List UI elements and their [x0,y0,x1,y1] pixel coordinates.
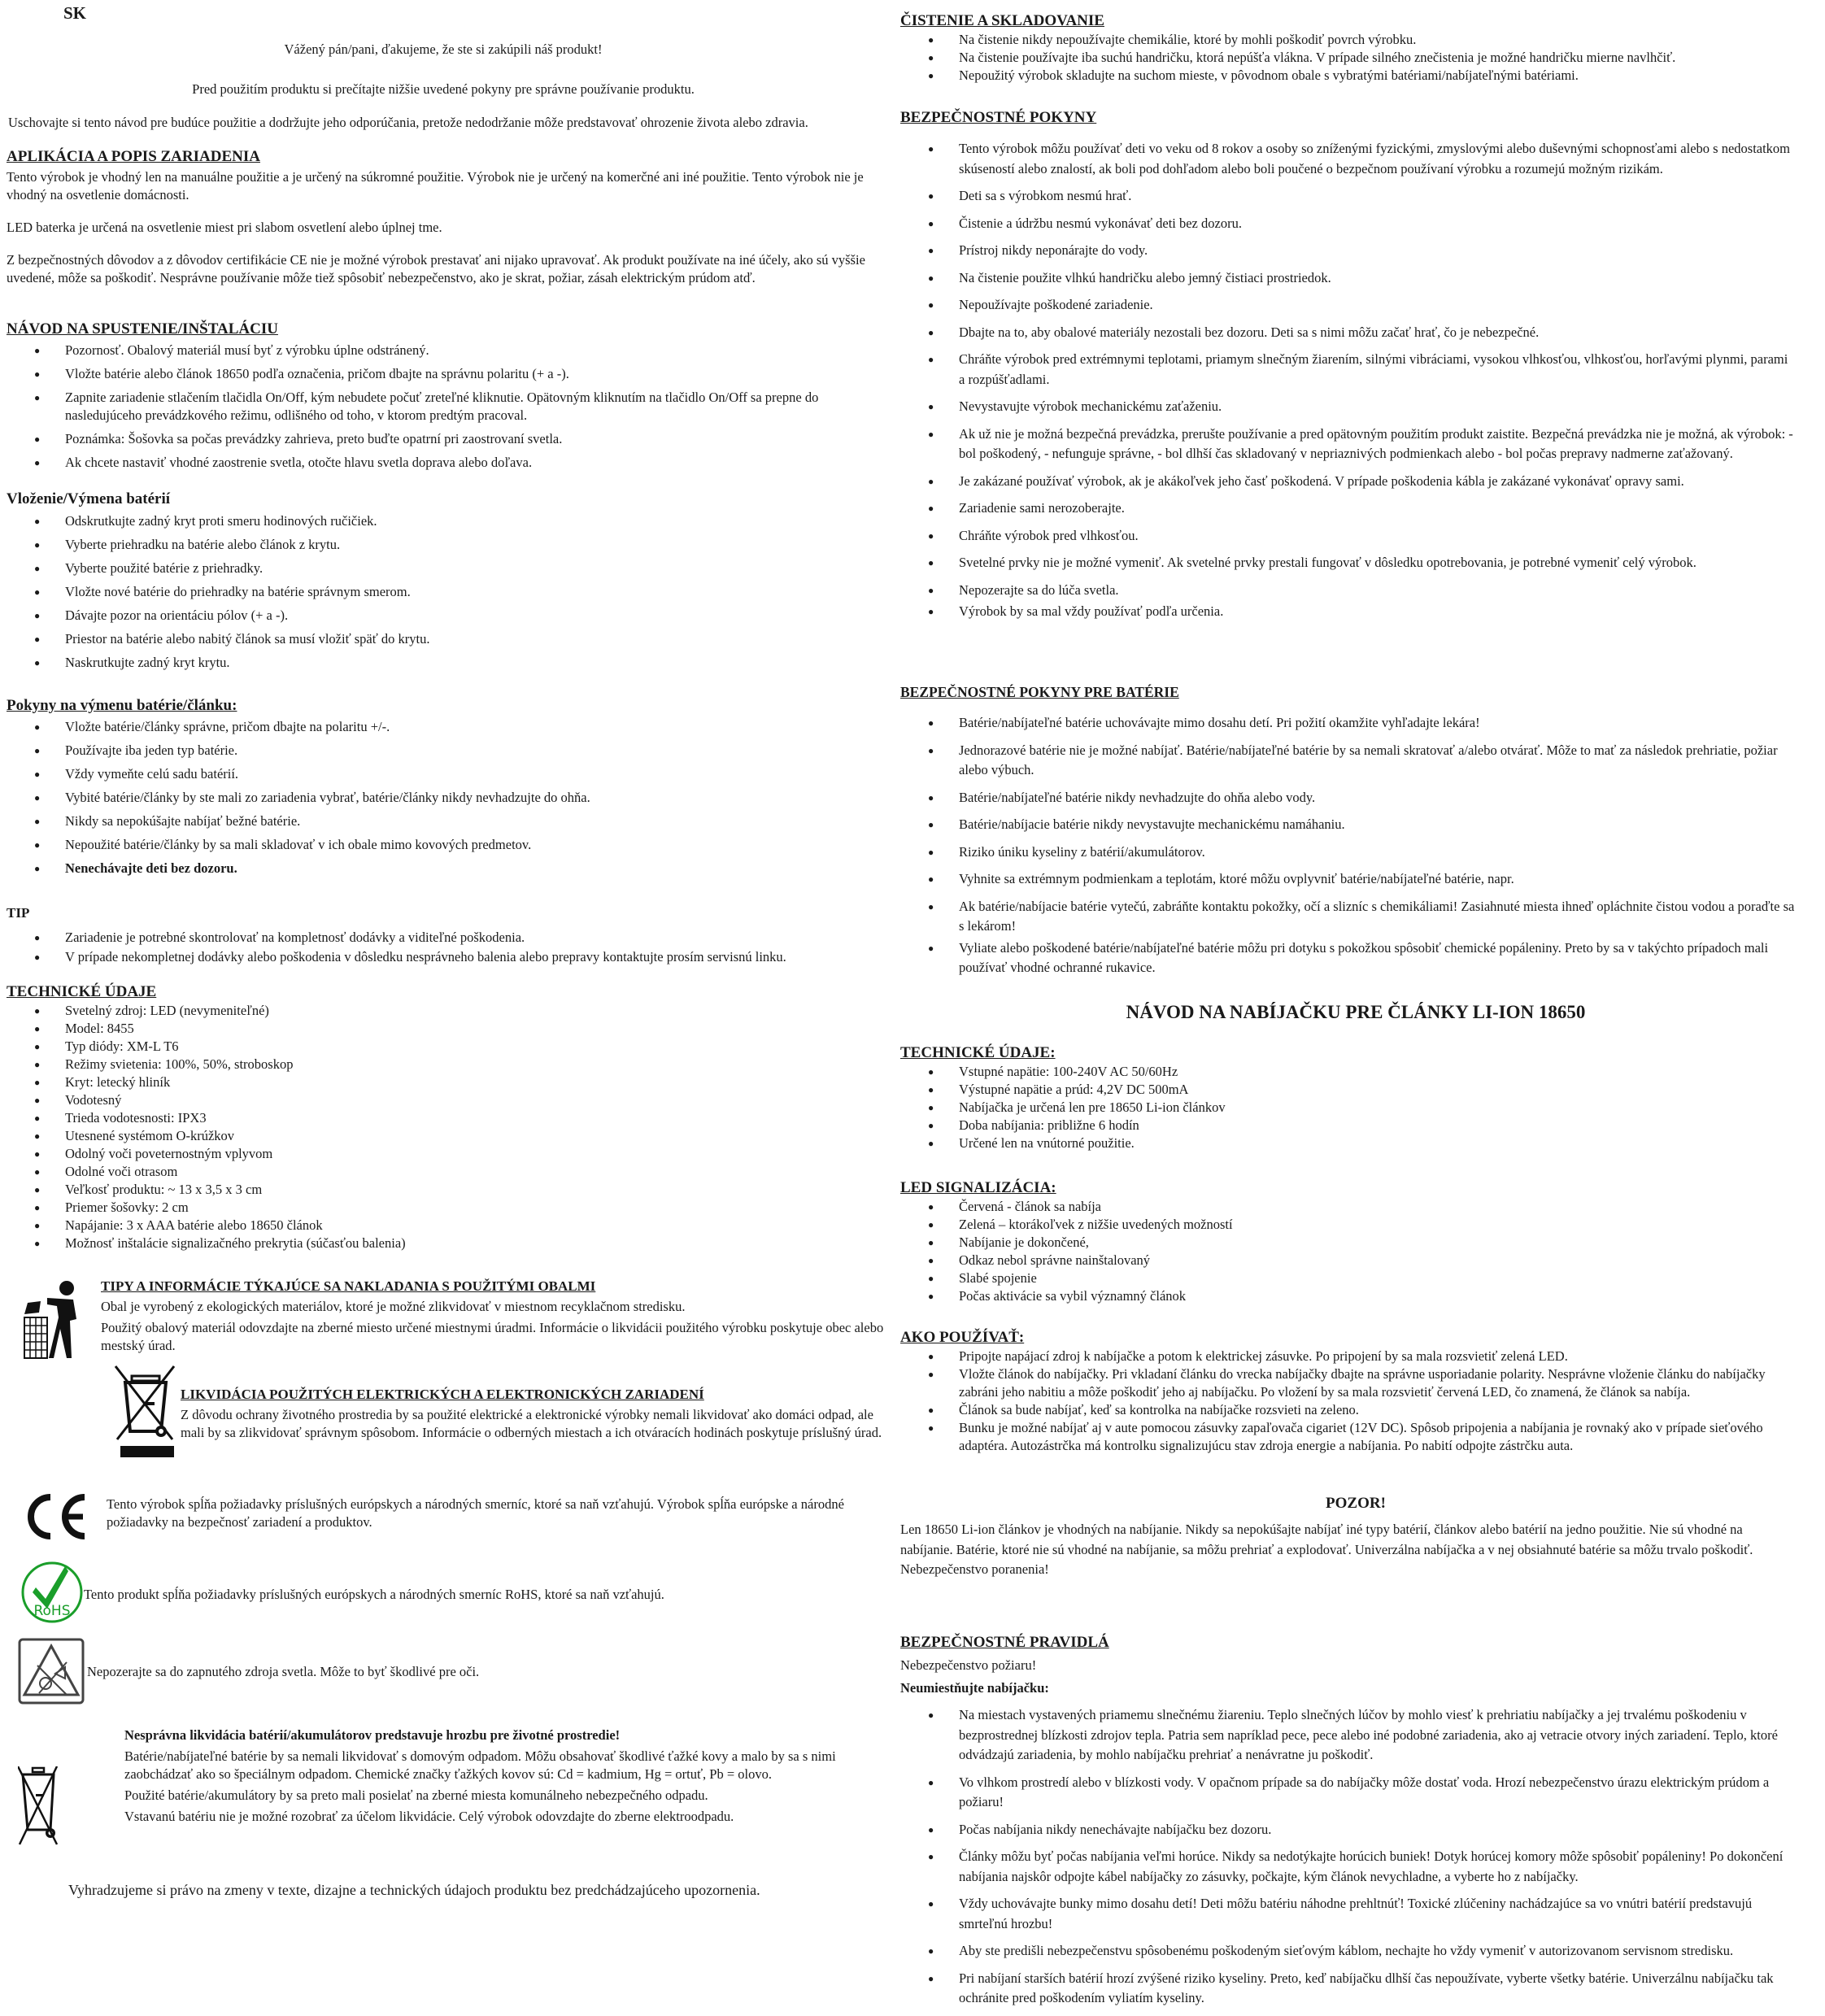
list-item: ● Pozornosť. Obalový materiál musí byť z výrobku úplne odstránený. [7,342,885,359]
tip-heading: TIP [7,905,30,921]
tip-section [7,903,885,966]
list-item: ● Slabé spojenie [900,1269,1795,1287]
battery-disposal-icon [18,1766,59,1848]
safety-heading: BEZPEČNOSTNÉ POKYNY [900,109,1097,126]
list-item: ● Články môžu byť počas nabíjania veľmi horúce. Nikdy sa nedotýkajte horúcich buniek! Dotyk horúcej komory môže spôsobiť popáleniny! Po dokončení nabíjania najskôr odpojte kábel nabíjačky zo zásuvky, počkajte, kým článok nevychladne, a vyberte ho z nabíjačky. [900,1847,1795,1887]
list-item: ● Bunku je možné nabíjať aj v aute pomocou zásuvky zapaľovača cigariet (12V DC). Spôsob pripojenia a nabíjania je rovnaký ako v prípade sieťového adaptéra. Autozástrčka má kontrolku signalizujúcu stav zdroja energie a nabíjania. Po nabití odpojte zástrčku auta. [900,1419,1795,1455]
list-item: ● Priemer šošovky: 2 cm [7,1199,885,1217]
list-item: ● Vyberte použité batérie z priehradky. [7,560,885,577]
charger-title: NÁVOD NA NABÍJAČKU PRE ČLÁNKY LI-ION 18650 [1126,1002,1586,1022]
list-item: ● Výrobok by sa mal vždy používať podľa určenia. [900,602,1795,622]
application-paragraph: Z bezpečnostných dôvodov a z dôvodov certifikácie CE nie je možné výrobok prestavať ani nijako upravovať. Ak produkt používate na iné účely, ako sú vyššie uvedené, môže sa poškodiť. Nesprávne používanie môže tiež spôsobiť nebezpečenstvo, ako je skrat, požiar, zásah elektrickým prúdom atď. [7,252,865,285]
list-item: ● Vložte batérie alebo článok 18650 podľa označenia, pričom dbajte na správnu polaritu (+ a -). [7,365,885,383]
list-item: ● Pripojte napájací zdroj k nabíjačke a potom k elektrickej zásuvke. Po pripojení by sa mala rozsvietiť zelená LED. [900,1348,1795,1365]
list-item: ● Vodotesný [7,1091,885,1109]
weee-heading: LIKVIDÁCIA POUŽITÝCH ELEKTRICKÝCH A ELEKTRONICKÝCH ZARIADENÍ [181,1387,704,1402]
list-item: ● Nepoužívajte poškodené zariadenie. [900,295,1795,316]
eye-warning-icon [18,1638,86,1706]
eye-warning-text: Nepozerajte sa do zapnutého zdroja svetla. Môže to byť škodlivé pre oči. [87,1664,480,1679]
battery-disposal-section [124,1726,889,1826]
battery-insert-section [7,490,885,677]
svg-text:RoHS: RoHS [33,1603,71,1619]
list-item: ● Vybité batérie/články by ste mali zo zariadenia vybrať, batérie/články nikdy nevhadzujte do ohňa. [7,789,885,807]
list-item: ● Červená - článok sa nabíja [900,1198,1795,1216]
list-item: ● Článok sa bude nabíjať, keď sa kontrolka na nabíjačke rozsvieti na zeleno. [900,1401,1795,1419]
list-item: ● Doba nabíjania: približne 6 hodín [900,1117,1795,1134]
list-item: ● Vo vlhkom prostredí alebo v blízkosti vody. V opačnom prípade sa do nabíjačky môže dostať voda. Hrozí nebezpečenstvo úrazu elektrickým prúdom a požiaru! [900,1773,1795,1813]
battery-disposal-paragraph: Batérie/nabíjateľné batérie by sa nemali likvidovať s domovým odpadom. Môžu obsahovať škodlivé ťažké kovy a malo by sa s nimi zaobchádzať ako so špeciálnym odpadom. Chemické značky ťažkých kovov sú: Cd = kadmium, Hg = ortuť, Pb = olovo. [124,1748,836,1782]
battery-disposal-paragraph: Vstavanú batériu nie je možné rozobrať za účelom likvidácie. Celý výrobok odovzdajte do zberne elektroodpadu. [124,1809,734,1824]
list-item: ● Odskrutkujte zadný kryt proti smeru hodinových ručičiek. [7,512,885,530]
list-item: ● Ak už nie je možná bezpečná prevádzka, prerušte používanie a pred opätovným použitím produkt zaistite. Bezpečná prevádzka nie je možná, ak výrobok: - bol poškodený, - nefunguje správne, - bol dlhší čas skladovaný v nepriaznivých podmienkach alebo - bol počas prepravy nadmerne zaťažovaný. [900,425,1795,464]
battery-safety-heading: BEZPEČNOSTNÉ POKYNY PRE BATÉRIE [900,684,1179,700]
list-item: ● Batérie/nabíjateľné batérie uchovávajte mimo dosahu detí. Pri požití okamžite vyhľadajte lekára! [900,713,1795,734]
list-item: ● Model: 8455 [7,1020,885,1038]
battery-replace-list [7,718,885,877]
fire-warning-text: Nebezpečenstvo požiaru! [900,1657,1037,1673]
battery-safety-section [900,682,1795,986]
warning-text: Len 18650 Li-ion článkov je vhodných na nabíjanie. Nikdy sa nepokúšajte nabíjať iné typy batérií, článkov alebo batérií na jedno použitie. Nie sú vhodné na nabíjanie. Batérie, ktoré nie sú vhodné na nabíjanie, sa môžu prehriať a explodovať. Univerzálna nabíjačka a v nej obsiahnuté batérie sa môžu trvalo poškodiť. Nebezpečenstvo poranenia! [900,1522,1753,1577]
list-item: ● Vstupné napätie: 100-240V AC 50/60Hz [900,1063,1795,1081]
list-item: ● Na miestach vystavených priamemu slnečnému žiareniu. Teplo slnečných lúčov by mohlo viesť k prehriatiu nabíjačky a jej trvalému poškodeniu v bezprostrednej blízkosti zdrojov tepla. Patria sem napríklad pece, pece alebo iné podobné zariadenia, ako aj vetracie otvory iných zariadení. Teplo, ktoré odvádzajú zariadenia, by mohlo nabíjačku prehriať a nenávratne ju poškodiť. [900,1705,1795,1766]
ce-text: Tento výrobok spĺňa požiadavky príslušných európskych a národných smerníc, ktoré sa naň vzťahujú. Výrobok spĺňa európske a národné požiadavky na bezpečnosť zariadení a produktov. [107,1496,844,1530]
tech-section [7,982,885,1252]
charger-tech-list [900,1063,1795,1152]
tip-list [7,929,885,966]
list-item: ● Svetelné prvky nie je možné vymeniť. Ak svetelné prvky prestali fungovať v dôsledku opotrebovania, je potrebné vymeniť celý výrobok. [900,553,1795,573]
list-item: ● Nikdy sa nepokúšajte nabíjať bežné batérie. [7,812,885,830]
list-item: ● Dbajte na to, aby obalové materiály nezostali bez dozoru. Deti sa s nimi môžu začať hrať, čo je nebezpečné. [900,323,1795,343]
list-item: ● Poznámka: Šošovka sa počas prevádzky zahrieva, preto buďte opatrní pri zaostrovaní svetla. [7,430,885,448]
list-item: ● Veľkosť produktu: ~ 13 x 3,5 x 3 cm [7,1181,885,1199]
list-item: ● Chráňte výrobok pred vlhkosťou. [900,526,1795,546]
list-item: ● Chráňte výrobok pred extrémnymi teplotami, priamym slnečným žiarením, silnými vibráciami, vysokou vlhkosťou, vlhkosťou, horľavými plynmi, parami a rozpúšťadlami. [900,350,1795,390]
read-first-text: Pred použitím produktu si prečítajte nižšie uvedené pokyny pre správne používanie produktu. [192,81,695,97]
list-item: ● Vždy uchovávajte bunky mimo dosahu detí! Deti môžu batériu náhodne prehltnúť! Toxické zlúčeniny nachádzajúce sa vo vnútri batérií predstavujú smrteľnú hrozbu! [900,1894,1795,1934]
list-item: ● Naskrutkujte zadný kryt krytu. [7,654,885,672]
list-item: ● Napájanie: 3 x AAA batérie alebo 18650 článok [7,1217,885,1234]
battery-insert-heading: Vloženie/Výmena batérií [7,490,171,507]
list-item: ● Vždy vymeňte celú sadu batérií. [7,765,885,783]
list-item: ● Vyhnite sa extrémnym podmienkam a teplotám, ktoré môžu ovplyvniť batérie/nabíjateľné batérie, napr. [900,869,1795,890]
list-item: ● Trieda vodotesnosti: IPX3 [7,1109,885,1127]
list-item: ● Zapnite zariadenie stlačením tlačidla On/Off, kým nebudete počuť zreteľné kliknutie. Opätovným kliknutím na tlačidlo On/Off sa prepne do nasledujúceho prevádzkového režimu, odlišného od toho, v ktorom predtým pracoval. [7,389,885,425]
startup-section [7,320,885,477]
list-item: ● Prístroj nikdy neponárajte do vody. [900,241,1795,261]
weee-text: Z dôvodu ochrany životného prostredia by sa použité elektrické a elektronické výrobky nemali likvidovať ako domáci odpad, ale mali by sa zlikvidovať správnym spôsobom. Informácie o odberných miestach a ich otváracích hodinách poskytuje príslušný úrad. [181,1407,882,1440]
led-section [900,1178,1795,1305]
battery-disposal-heading: Nesprávna likvidácia batérií/akumulátorov predstavuje hrozbu pre životné prostredie! [124,1727,621,1743]
litter-bin-icon [16,1278,81,1360]
rohs-text: Tento produkt spĺňa požiadavky príslušných európskych a národných smerníc RoHS, ktoré sa naň vzťahujú. [84,1587,664,1602]
list-item: ● Kryt: letecký hliník [7,1073,885,1091]
list-item: ● Riziko úniku kyseliny z batérií/akumulátorov. [900,843,1795,863]
greeting-text: Vážený pán/pani, ďakujeme, že ste si zakúpili náš produkt! [284,41,603,57]
list-item: ● Nepozerajte sa do lúča svetla. [900,581,1795,601]
list-item: ● Odolný voči poveternostným vplyvom [7,1145,885,1163]
list-item: ● Pri nabíjaní starších batérií hrozí zvýšené riziko kyseliny. Preto, keď nabíjačku dlhší čas nepoužívate, vyberte všetky batérie. Univerzálnu nabíjačku tak ochránite pred poškodením vyliatím kyseliny. [900,1969,1795,2009]
language-label: SK [63,3,87,23]
list-item: ● Utesnené systémom O-krúžkov [7,1127,885,1145]
packaging-paragraph: Použitý obalový materiál odovzdajte na zberné miesto určené miestnymi úradmi. Informácie o likvidácii použitého výrobku poskytuje obec alebo mestský úrad. [101,1320,884,1353]
list-item: ● Používajte iba jeden typ batérie. [7,742,885,760]
list-item: ● Tento výrobok môžu používať deti vo veku od 8 rokov a osoby so zníženými fyzickými, zmyslovými alebo duševnými schopnosťami alebo s nedostatkom skúseností alebo znalostí, ak boli pod dohľadom alebo boli poučené o bezpečnom používaní výrobku a rozumejú možným rizikám. [900,139,1795,179]
list-item: ● Deti sa s výrobkom nesmú hrať. [900,186,1795,207]
battery-replace-section [7,696,885,883]
list-item: ● Je zakázané používať výrobok, ak je akákoľvek jeho časť poškodená. V prípade poškodenia kábla je zakázané vykonávať opravy sami. [900,472,1795,492]
battery-safety-list [900,713,1795,978]
crossed-bin-icon [114,1365,179,1458]
tech-list [7,1002,885,1252]
rules-list [900,1705,1795,2009]
list-item: ● Jednorazové batérie nie je možné nabíjať. Batérie/nabíjateľné batérie by sa nemali skratovať a/alebo otvárať. Môže to mať za následok prehriatie, požiar alebo výbuch. [900,741,1795,781]
list-item: ● Na čistenie použite vlhkú handričku alebo jemný čistiaci prostriedok. [900,268,1795,289]
list-item: ● Nabíjanie je dokončené, [900,1234,1795,1252]
disclaimer-text: Vyhradzujeme si právo na zmeny v texte, dizajne a technických údajoch produktu bez predchádzajúceho upozornenia. [68,1882,760,1898]
list-item: ● Výstupné napätie a prúd: 4,2V DC 500mA [900,1081,1795,1099]
list-item: ● Zariadenie sami nerozoberajte. [900,499,1795,519]
list-item: ● Zelená – ktorákoľvek z nižšie uvedených možností [900,1216,1795,1234]
list-item: ● Čistenie a údržbu nesmú vykonávať deti bez dozoru. [900,214,1795,234]
charger-tech-heading: TECHNICKÉ ÚDAJE: [900,1044,1056,1061]
tech-heading: TECHNICKÉ ÚDAJE [7,983,157,1000]
application-paragraph: Tento výrobok je vhodný len na manuálne použitie a je určený na súkromné použitie. Výrobok nie je určený na komerčné ani iné použitie. Tento výrobok nie je vhodný na osvetlenie domácnosti. [7,169,864,202]
packaging-paragraph: Obal je vyrobený z ekologických materiálov, ktoré je možné zlikvidovať v miestnom recyklačnom stredisku. [101,1299,686,1314]
usage-list [900,1348,1795,1455]
rules-section [900,1633,1795,2016]
startup-heading: NÁVOD NA SPUSTENIE/INŠTALÁCIU [7,320,278,337]
battery-insert-list [7,512,885,672]
safety-section [900,108,1795,629]
usage-heading: AKO POUŽÍVAŤ: [900,1329,1025,1346]
charger-tech-section [900,1043,1795,1152]
startup-list [7,342,885,472]
warning-heading: POZOR! [1326,1495,1386,1512]
do-not-place-text: Neumiestňujte nabíjačku: [900,1680,1049,1696]
cleaning-section [900,11,1795,85]
packaging-heading: TIPY A INFORMÁCIE TÝKAJÚCE SA NAKLADANIA S POUŽITÝMI OBALMI [101,1278,596,1294]
list-item: ● Batérie/nabíjateľné batérie nikdy nevhadzujte do ohňa alebo vody. [900,788,1795,808]
list-item: ● Ak batérie/nabíjacie batérie vytečú, zabráňte kontaktu pokožky, očí a slizníc s chemikáliami! Zasiahnuté miesta ihneď opláchnite čistou vodou a poraďte sa s lekárom! [900,897,1795,937]
application-section [7,147,885,287]
list-item: ● Možnosť inštalácie signalizačného prekrytia (súčasťou balenia) [7,1234,885,1252]
list-item: ● Svetelný zdroj: LED (nevymeniteľné) [7,1002,885,1020]
rohs-icon [20,1560,86,1625]
cleaning-list [900,31,1795,85]
weee-section [181,1385,888,1442]
battery-disposal-paragraph: Použité batérie/akumulátory by sa preto mali posielať na zberné miesta komunálneho nebezpečného odpadu. [124,1787,708,1803]
list-item: ● Aby ste predišli nebezpečenstvu spôsobenému poškodeným sieťovým káblom, nechajte ho vždy vymeniť v autorizovanom servisnom stredisku. [900,1941,1795,1962]
list-item: ● Vyberte priehradku na batérie alebo článok z krytu. [7,536,885,554]
keep-manual-text: Uschovajte si tento návod pre budúce použitie a dodržujte jeho odporúčania, pretože nedodržanie môže predstavovať ohrozenie života alebo zdravia. [8,115,808,130]
application-heading: APLIKÁCIA A POPIS ZARIADENIA [7,148,260,165]
list-item: ● Nepoužitý výrobok skladujte na suchom mieste, v pôvodnom obale s vybratými batériami/nabíjateľnými batériami. [900,67,1795,85]
list-item: ● Odkaz nebol správne nainštalovaný [900,1252,1795,1269]
list-item: ● Nevystavujte výrobok mechanickému zaťaženiu. [900,397,1795,417]
list-item: ● Nabíjačka je určená len pre 18650 Li-ion článkov [900,1099,1795,1117]
list-item: ● Ak chcete nastaviť vhodné zaostrenie svetla, otočte hlavu svetla doprava alebo doľava. [7,454,885,472]
list-item: ● Nenechávajte deti bez dozoru. [7,860,885,877]
ce-mark-icon [24,1492,89,1541]
application-paragraph: LED baterka je určená na osvetlenie miest pri slabom osvetlení alebo úplnej tme. [7,220,442,235]
list-item: ● Typ diódy: XM-L T6 [7,1038,885,1056]
list-item: ● V prípade nekompletnej dodávky alebo poškodenia v dôsledku nesprávneho balenia alebo prepravy kontaktujte prosím servisnú linku. [7,948,885,966]
list-item: ● Odolné voči otrasom [7,1163,885,1181]
cleaning-heading: ČISTENIE A SKLADOVANIE [900,12,1104,29]
list-item: ● Dávajte pozor na orientáciu pólov (+ a -). [7,607,885,625]
list-item: ● Vložte batérie/články správne, pričom dbajte na polaritu +/-. [7,718,885,736]
usage-section [900,1328,1795,1455]
led-list [900,1198,1795,1305]
list-item: ● Vložte článok do nabíjačky. Pri vkladaní článku do vrecka nabíjačky dbajte na správne usporiadanie polarity. Nesprávne vloženie článku do nabíjačky zabráni jeho nabitiu a môže poškodiť jeho aj nabíjačku. Po vložení by sa mala rozsvietiť červená LED, čo znamená, že článok sa nabíja. [900,1365,1795,1401]
battery-replace-heading: Pokyny na výmenu batérie/článku: [7,697,237,714]
list-item: ● Počas nabíjania nikdy nenechávajte nabíjačku bez dozoru. [900,1820,1795,1840]
list-item: ● Vložte nové batérie do priehradky na batérie správnym smerom. [7,583,885,601]
list-item: ● Zariadenie je potrebné skontrolovať na kompletnosť dodávky a viditeľné poškodenia. [7,929,885,947]
list-item: ● Na čistenie nikdy nepoužívajte chemikálie, ktoré by mohli poškodiť povrch výrobku. [900,31,1795,49]
list-item: ● Nepoužité batérie/články by sa mali skladovať v ich obale mimo kovových predmetov. [7,836,885,854]
rules-heading: BEZPEČNOSTNÉ PRAVIDLÁ [900,1634,1109,1651]
list-item: ● Na čistenie používajte iba suchú handričku, ktorá nepúšťa vlákna. V prípade silného znečistenia je možné handričku mierne navlhčiť. [900,49,1795,67]
list-item: ● Vyliate alebo poškodené batérie/nabíjateľné batérie môžu pri dotyku s pokožkou spôsobiť chemické popáleniny. Preto by sa v takýchto prípadoch mali používať vhodné ochranné rukavice. [900,938,1795,978]
list-item: ● Batérie/nabíjacie batérie nikdy nevystavujte mechanickému namáhaniu. [900,815,1795,835]
list-item: ● Počas aktivácie sa vybil významný článok [900,1287,1795,1305]
safety-list [900,139,1795,622]
list-item: ● Určené len na vnútorné použitie. [900,1134,1795,1152]
list-item: ● Režimy svietenia: 100%, 50%, stroboskop [7,1056,885,1073]
led-heading: LED SIGNALIZÁCIA: [900,1179,1056,1196]
list-item: ● Priestor na batérie alebo nabitý článok sa musí vložiť späť do krytu. [7,630,885,648]
packaging-section [101,1277,890,1355]
